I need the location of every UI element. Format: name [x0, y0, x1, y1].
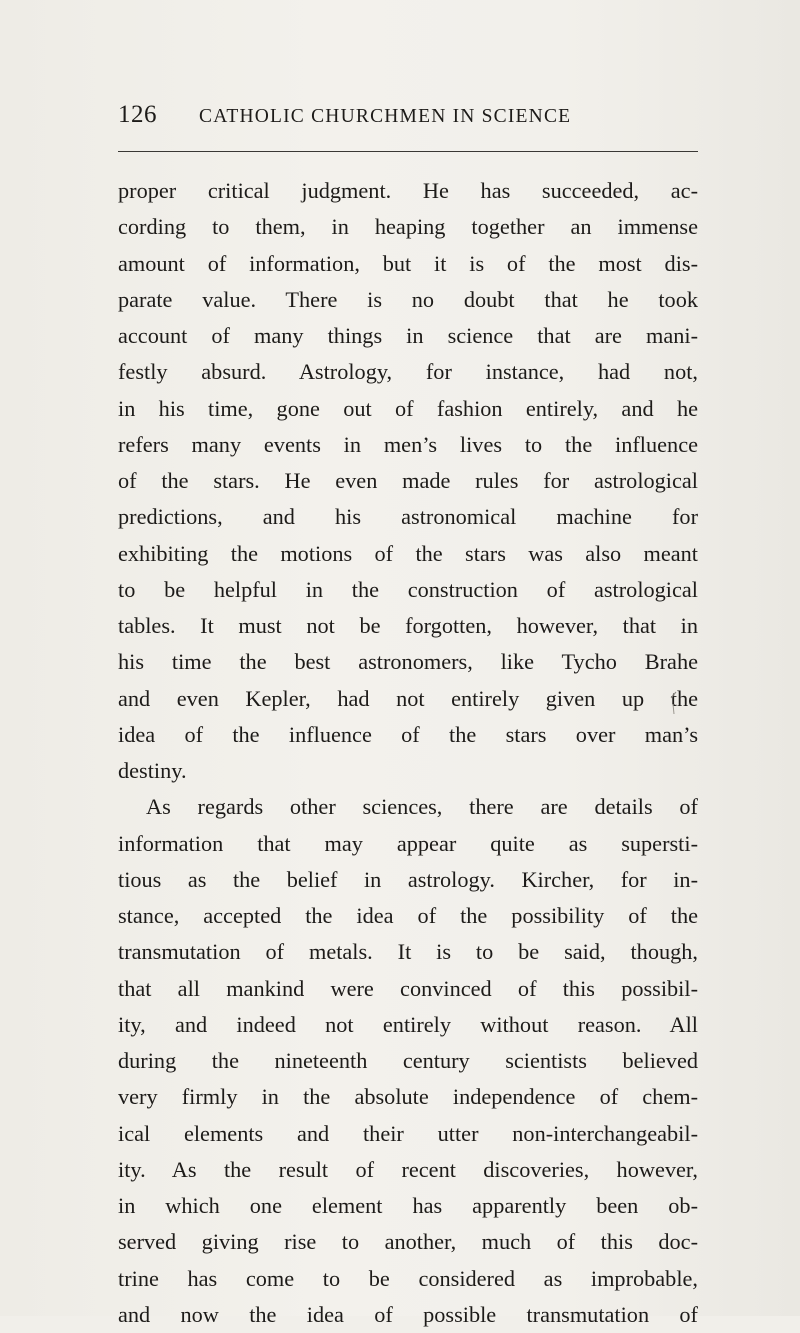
header-rule	[118, 151, 698, 152]
text-line: stance, accepted the idea of the possibility of the	[118, 903, 698, 928]
text-line: amount of information, but it is of the most dis-	[118, 250, 698, 276]
text-line: very firmly in the absolute independence of chem-	[118, 1084, 698, 1110]
paragraph-end-line: destiny.	[118, 758, 187, 783]
text-line: transmutation of metals. It is to be said, though,	[118, 939, 698, 965]
text-line: ical elements and their utter non-interchangeabil-	[118, 1120, 698, 1146]
text-line: and even Kepler, had not entirely given up the	[118, 685, 698, 711]
pencil-mark	[668, 690, 678, 720]
text-line: ity. As the result of recent discoveries, however,	[118, 1156, 698, 1182]
running-head: CATHOLIC CHURCHMEN IN SCIENCE	[199, 106, 572, 127]
text-line: account of many things in science that are mani-	[118, 323, 698, 348]
text-line: parate value. There is no doubt that he took	[118, 286, 698, 312]
text-line: refers many events in men’s lives to the influence	[118, 431, 698, 457]
text-line: served giving rise to another, much of this doc-	[118, 1229, 698, 1255]
text-line: festly absurd. Astrology, for instance, had not,	[118, 359, 698, 385]
text-line: ity, and indeed not entirely without reason. All	[118, 1011, 698, 1037]
text-line: cording to them, in heaping together an immense	[118, 214, 698, 240]
text-line: his time the best astronomers, like Tycho Brahe	[118, 649, 698, 675]
text-line: tious as the belief in astrology. Kircher, for in-	[118, 866, 698, 892]
page-number: 126	[118, 101, 157, 128]
text-line: and now the idea of possible transmutation of	[118, 1301, 698, 1327]
text-line: trine has come to be considered as improbable,	[118, 1265, 698, 1291]
text-line: predictions, and his astronomical machine for	[118, 504, 698, 530]
text-line: during the nineteenth century scientists believed	[118, 1048, 698, 1073]
text-line: to be helpful in the construction of astrological	[118, 576, 698, 602]
paragraph-start-line: As regards other sciences, there are details of	[146, 794, 698, 820]
text-line: in which one element has apparently been ob-	[118, 1193, 698, 1218]
text-line: information that may appear quite as supersti-	[118, 830, 698, 856]
text-line: idea of the influence of the stars over man’s	[118, 721, 698, 747]
text-line: in his time, gone out of fashion entirely, and he	[118, 395, 698, 421]
text-line: proper critical judgment. He has succeeded, ac-	[118, 178, 698, 203]
text-line: tables. It must not be forgotten, however, that in	[118, 613, 698, 638]
body-text	[118, 173, 698, 1333]
text-line: of the stars. He even made rules for astrological	[118, 468, 698, 493]
text-line: that all mankind were convinced of this possibil-	[118, 975, 698, 1001]
page-header	[118, 101, 698, 141]
text-line: exhibiting the motions of the stars was also meant	[118, 540, 698, 566]
